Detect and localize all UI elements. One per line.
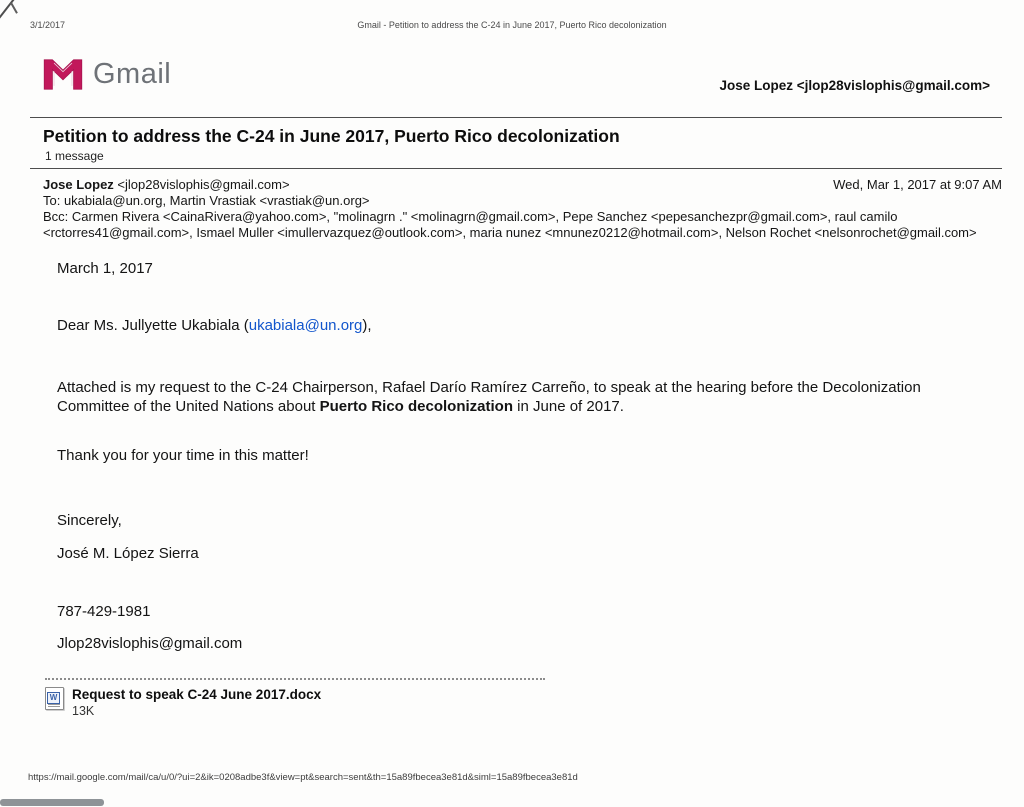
paragraph-pre: Attached is my request to the C-24 Chairperson, Rafael Darío Ramírez Carreño, to speak at the hearing before the Decolonization Committee of the United Nations about <box>57 379 921 415</box>
scan-edge-artifact <box>0 799 104 806</box>
bcc-line: Bcc: Carmen Rivera <CainaRivera@yahoo.com>, "molinagrn ." <molinagrn@gmail.com>, Pepe Sanchez <pepesanchezpr@gmail.com>, raul camilo <rctorres41@gmail.com>, Ismael Muller <imullervazquez@outlook.com>, maria nunez <mnunez0212@hotmail.com>, Nelson Rochet <nelsonrochet@gmail.com> <box>43 209 977 240</box>
signature-phone: 787-429-1981 <box>57 603 151 620</box>
to-line: To: ukabiala@un.org, Martin Vrastiak <vrastiak@un.org> <box>43 193 370 208</box>
closing-line: Sincerely, <box>57 512 122 529</box>
divider-subject <box>30 168 1002 169</box>
sender-name: Jose Lopez <box>43 177 114 192</box>
print-page-title: Gmail - Petition to address the C-24 in June 2017, Puerto Rico decolonization <box>357 20 667 30</box>
gmail-m-icon <box>43 59 83 90</box>
attachment-size: 13K <box>72 704 95 718</box>
salutation-post: ), <box>362 317 372 334</box>
attachment-item[interactable] <box>45 687 545 718</box>
body-paragraph <box>57 378 987 416</box>
message-date: Wed, Mar 1, 2017 at 9:07 AM <box>833 177 1002 192</box>
message-header <box>43 177 1002 241</box>
salutation-line <box>57 317 372 334</box>
sender-row <box>43 177 1002 193</box>
thanks-line: Thank you for your time in this matter! <box>57 447 309 464</box>
message-count: 1 message <box>45 149 104 163</box>
word-doc-icon: W <box>45 687 64 710</box>
attachment-filename[interactable]: Request to speak C-24 June 2017.docx <box>72 687 322 702</box>
signature-email: Jlop28vislophis@gmail.com <box>57 635 243 652</box>
sender-email: <jlop28vislophis@gmail.com> <box>113 177 290 192</box>
gmail-logo <box>43 58 171 91</box>
scan-pen-mark-2 <box>10 2 18 13</box>
signature-name: José M. López Sierra <box>57 545 199 562</box>
print-header <box>0 20 1024 30</box>
recipient-email-link[interactable]: ukabiala@un.org <box>248 317 363 334</box>
salutation-pre: Dear Ms. Jullyette Ukabiala ( <box>57 317 249 334</box>
account-owner: Jose Lopez <jlop28vislophis@gmail.com> <box>719 78 990 93</box>
print-date: 3/1/2017 <box>30 20 66 30</box>
paragraph-bold-phrase: Puerto Rico decolonization <box>319 398 513 415</box>
print-footer-url: https://mail.google.com/mail/ca/u/0/?ui=2&ik=0208adbe3f&view=pt&search=sent&th=15a89fbecea3e81d&siml=15a89fbecea3e81d <box>28 772 578 783</box>
thread-subject: Petition to address the C-24 in June 2017, Puerto Rico decolonization <box>43 126 620 146</box>
body-date-line: March 1, 2017 <box>57 260 153 277</box>
attachment-section <box>45 678 545 718</box>
divider-top <box>30 117 1002 118</box>
paragraph-post: in June of 2017. <box>513 398 624 415</box>
gmail-logo-text: Gmail <box>93 58 172 90</box>
